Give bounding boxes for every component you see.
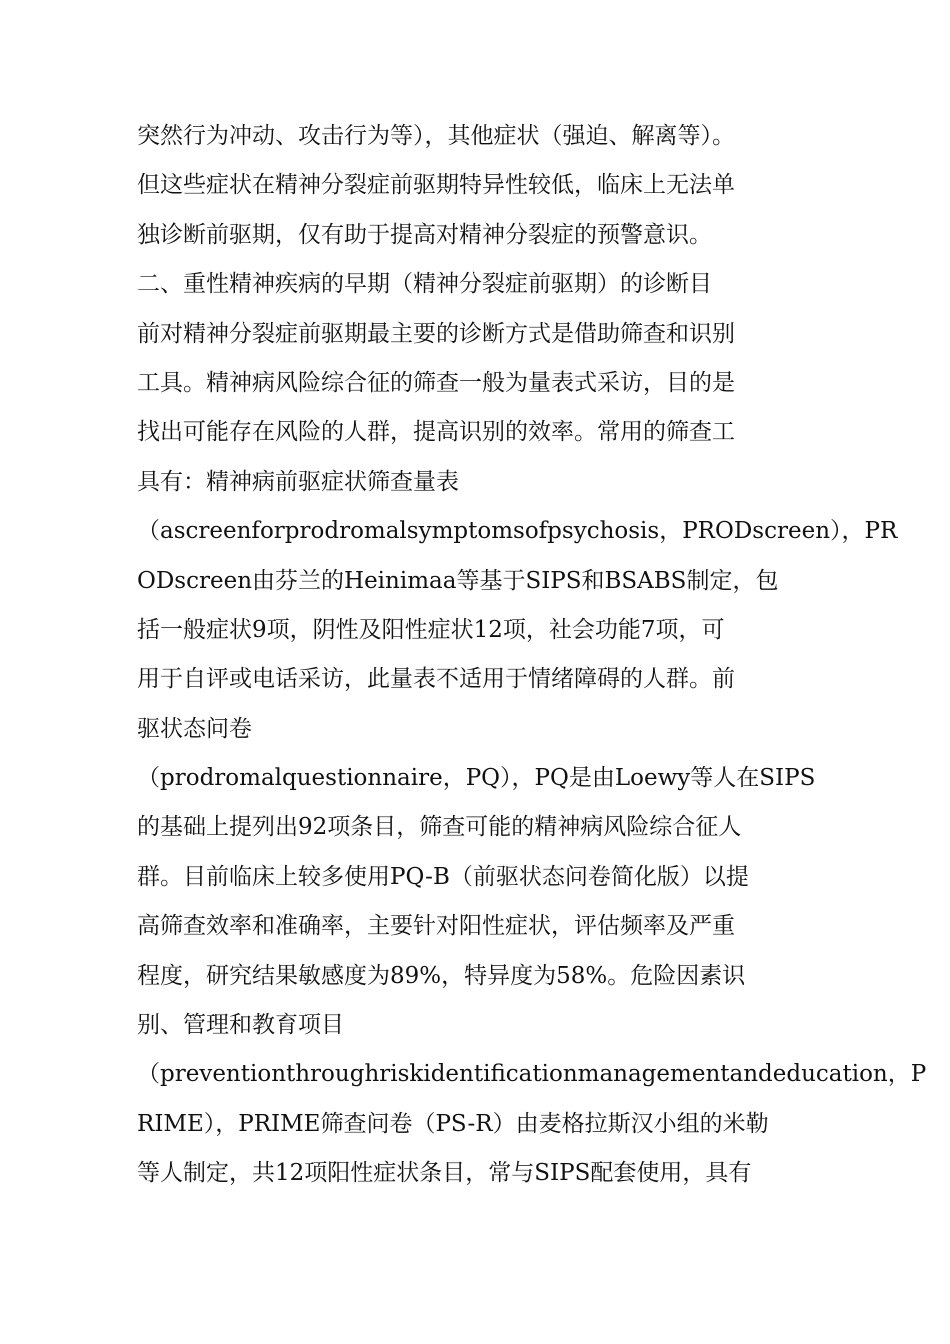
text-line: 驱状态问卷 — [137, 715, 252, 742]
text-line: 高筛查效率和准确率，主要针对阳性症状，评估频率及严重 — [137, 913, 735, 940]
text-line: 等人制定，共12项阳性症状条目，常与SIPS配套使用，具有 — [137, 1160, 752, 1187]
text-line: 独诊断前驱期，仅有助于提高对精神分裂症的预警意识。 — [137, 221, 712, 248]
text-line: 前对精神分裂症前驱期最主要的诊断方式是借助筛查和识别 — [137, 320, 735, 347]
text-line: （ascreenforprodromalsymptomsofpsychosis，PRODscreen），PR — [137, 518, 898, 545]
text-line: 突然行为冲动、攻击行为等），其他症状（强迫、解离等）。 — [137, 123, 735, 149]
text-line: （preventionthroughriskidentificationmanagementandeducation，P — [137, 1061, 927, 1088]
text-line: 群。目前临床上较多使用PQ-B（前驱状态问卷简化版）以提 — [137, 863, 749, 890]
text-line: 括一般症状9项，阴性及阳性症状12项，社会功能7项，可 — [137, 616, 725, 643]
text-line: （prodromalquestionnaire，PQ），PQ是由Loewy等人在SIPS — [137, 765, 816, 792]
text-line: 但这些症状在精神分裂症前驱期特异性较低，临床上无法单 — [137, 172, 735, 199]
text-line: 别、管理和教育项目 — [137, 1012, 344, 1039]
text-line: 用于自评或电话采访，此量表不适用于情绪障碍的人群。前 — [137, 666, 735, 693]
text-line: 工具。精神病风险综合征的筛查一般为量表式采访，目的是 — [137, 369, 735, 396]
text-line: 程度，研究结果敏感度为89%，特异度为58%。危险因素识 — [137, 962, 746, 989]
text-line: ODscreen由芬兰的Heinimaa等基于SIPS和BSABS制定，包 — [137, 567, 779, 594]
text-line: 找出可能存在风险的人群，提高识别的效率。常用的筛查工 — [137, 419, 735, 446]
text-line: 的基础上提列出92项条目，筛查可能的精神病风险综合征人 — [137, 814, 742, 841]
text-line: 具有：精神病前驱症状筛查量表 — [137, 468, 459, 495]
text-line: RIME），PRIME筛查问卷（PS-R）由麦格拉斯汉小组的米勒 — [137, 1110, 769, 1137]
section-heading: 二、重性精神疾病的早期（精神分裂症前驱期）的诊断目 — [137, 271, 712, 298]
body-text — [137, 112, 927, 1199]
